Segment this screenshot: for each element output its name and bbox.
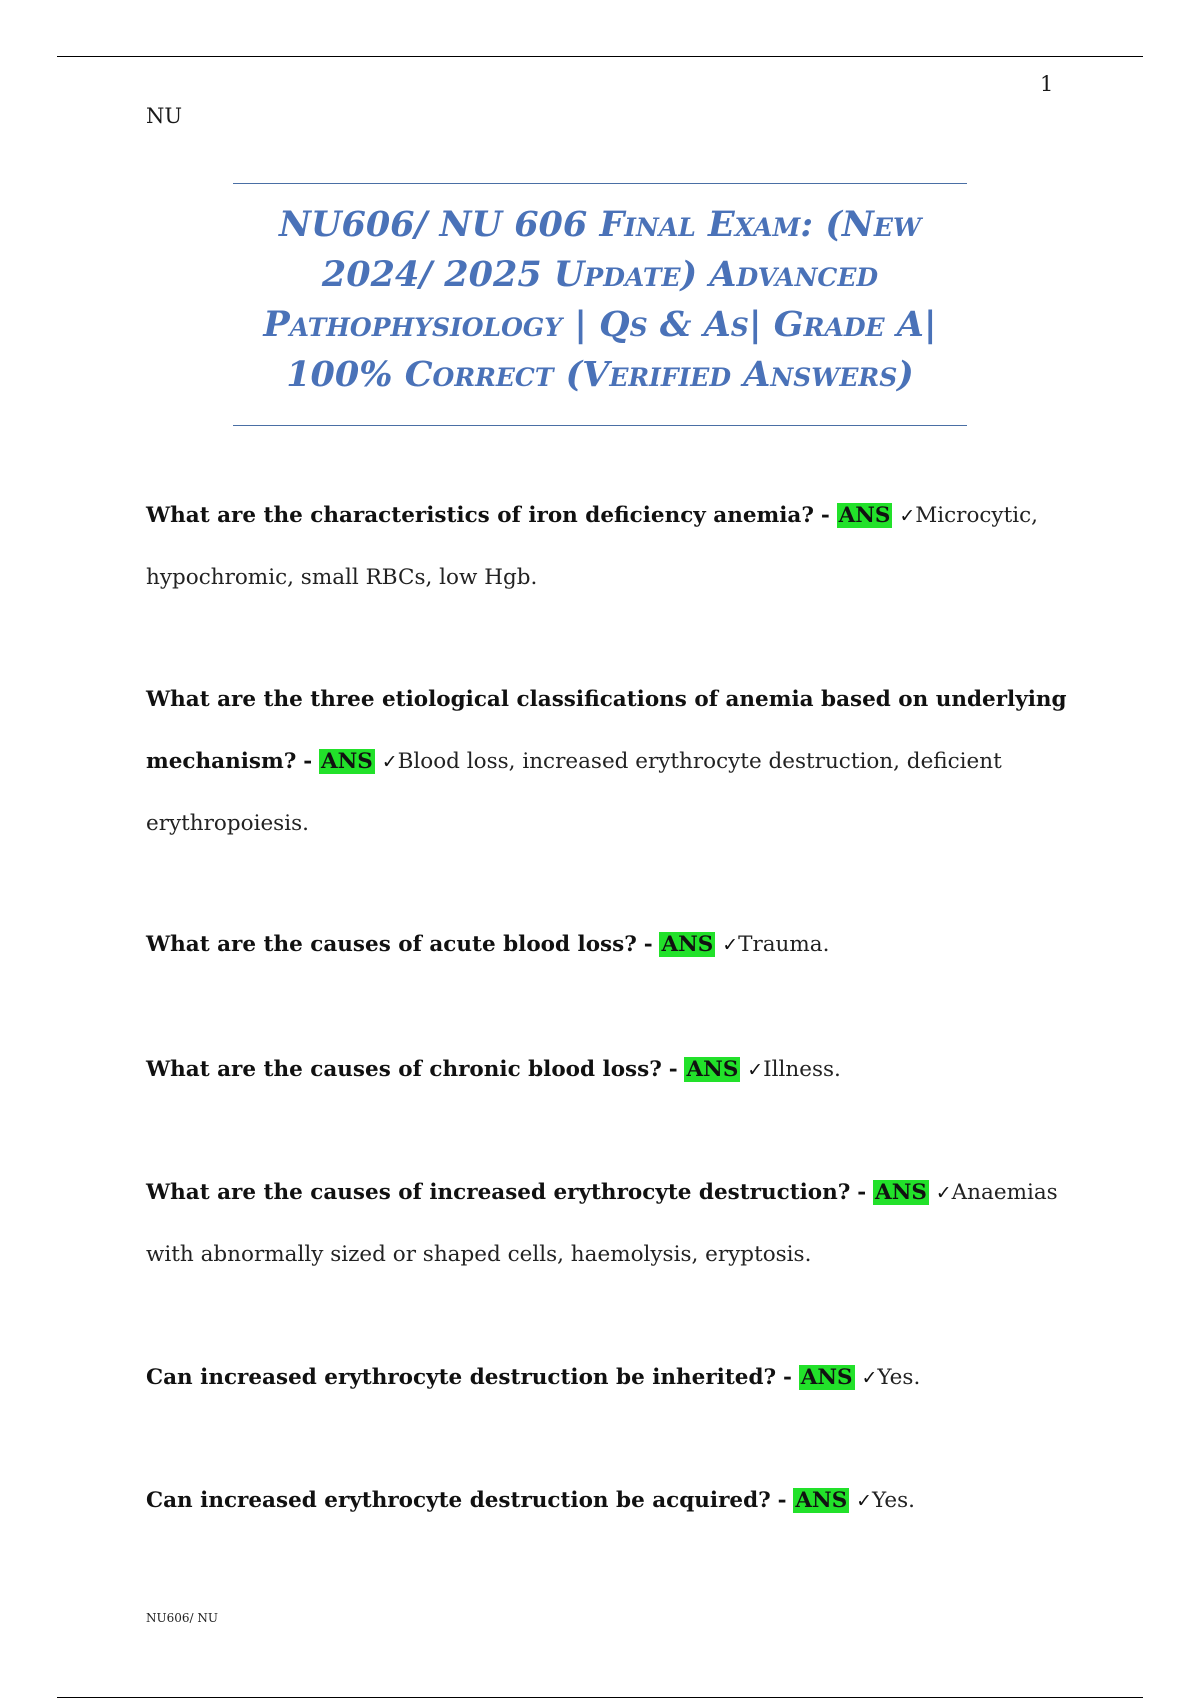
running-footer: NU606/ NU (146, 1611, 218, 1625)
ans-label: ANS (875, 1180, 927, 1205)
question-text: What are the causes of chronic blood loss? (146, 1057, 662, 1082)
answer-text: Anaemias with abnormally sized or shaped cells, haemolysis, eryptosis. (146, 1180, 1058, 1267)
separator: - (668, 1057, 678, 1082)
check-icon: ✓ (856, 1490, 873, 1512)
qa-item (146, 669, 1076, 855)
ans-label: ANS (795, 1488, 848, 1513)
answer-text: Blood loss, increased erythrocyte destruction, deficient erythropoiesis. (146, 749, 1002, 836)
question-text: What are the causes of increased erythrocyte destruction? (146, 1180, 851, 1205)
page-bottom-rule (57, 1697, 1143, 1698)
check-icon: ✓ (747, 1059, 764, 1081)
check-icon: ✓ (722, 934, 739, 956)
qa-item (146, 485, 1076, 609)
ans-label: ANS (320, 749, 373, 774)
page-number: 1 (1040, 72, 1054, 96)
answer-text: Microcytic, hypochromic, small RBCs, low Hgb. (146, 503, 1038, 590)
check-icon: ✓ (899, 505, 916, 527)
running-head: NU (146, 104, 183, 128)
ans-label: ANS (661, 932, 714, 957)
question-text: What are the characteristics of iron deficiency anemia? (146, 503, 814, 528)
page-top-rule (57, 56, 1143, 57)
qa-item (146, 1347, 1076, 1409)
ans-label: ANS (800, 1365, 853, 1390)
check-icon: ✓ (861, 1367, 878, 1389)
title-top-rule (233, 183, 967, 184)
question-text: What are the three etiological classifications of anemia based on underlying mechanism? (146, 687, 1067, 774)
separator: - (820, 503, 830, 528)
ans-label: ANS (686, 1057, 739, 1082)
document-title: NU606/ NU 606 Final Exam: (New 2024/ 2025 Update) Advanced Pathophysiology | Qs & As| Grade A| 100% Correct (Verified Answers) (263, 204, 937, 395)
separator: - (782, 1365, 792, 1390)
answer-text: Trauma. (738, 932, 830, 957)
separator: - (303, 749, 313, 774)
separator: - (777, 1488, 787, 1513)
separator: - (643, 932, 653, 957)
question-text: What are the causes of acute blood loss? (146, 932, 637, 957)
ans-label: ANS (838, 503, 891, 528)
question-text: Can increased erythrocyte destruction be acquired? (146, 1488, 771, 1513)
question-text: Can increased erythrocyte destruction be inherited? (146, 1365, 777, 1390)
title-bottom-rule (233, 425, 967, 426)
answer-text: Illness. (763, 1057, 841, 1082)
separator: - (857, 1180, 867, 1205)
answer-text: Yes. (877, 1365, 921, 1390)
qa-item (146, 1470, 1076, 1532)
qa-item (146, 1162, 1076, 1286)
qa-item (146, 914, 1076, 976)
answer-text: Yes. (872, 1488, 915, 1513)
check-icon: ✓ (381, 751, 398, 773)
check-icon: ✓ (935, 1182, 952, 1204)
qa-item (146, 1039, 1076, 1101)
